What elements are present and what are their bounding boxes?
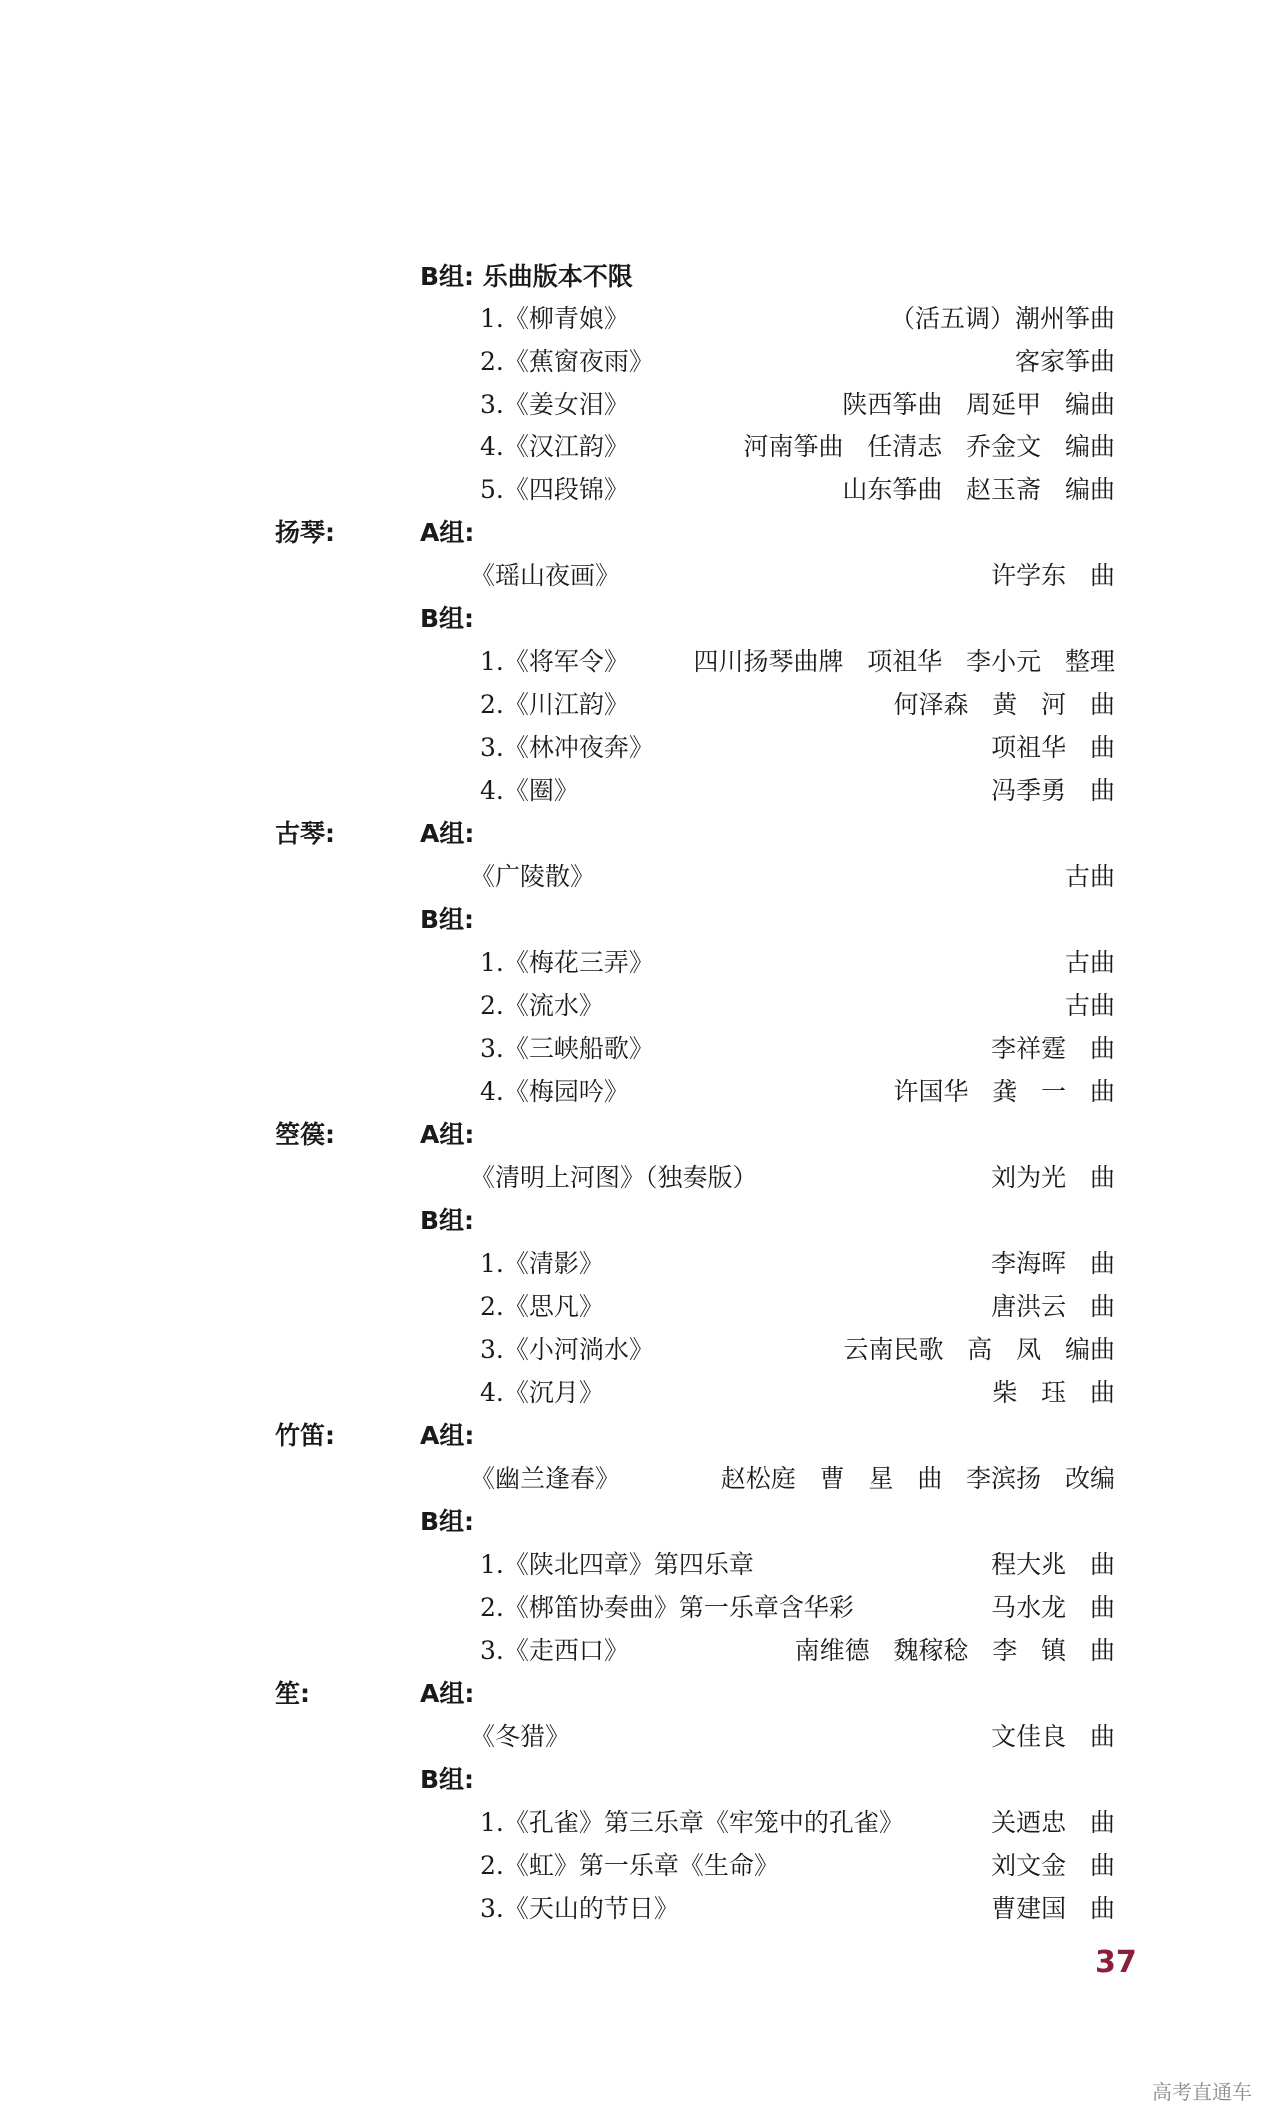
piece-credit: 何泽森 黄 河 曲 [893, 690, 1115, 719]
piece-title: 《广陵散》 [470, 862, 596, 891]
list-item [0, 1286, 1280, 1328]
piece-credit: 云南民歌 高 凤 编曲 [843, 1335, 1115, 1364]
piece-title: 3.《林冲夜奔》 [480, 733, 654, 762]
list-item [0, 856, 1280, 898]
group-label: A组: [420, 1120, 475, 1149]
piece-credit: 古曲 [1064, 948, 1115, 977]
piece-credit: 河南筝曲 任清志 乔金文 编曲 [743, 432, 1115, 461]
piece-credit: 冯季勇 曲 [991, 776, 1115, 805]
list-item [0, 1630, 1280, 1672]
list-item [0, 555, 1280, 597]
piece-credit: （活五调）潮州筝曲 [889, 304, 1115, 333]
list-item [0, 298, 1280, 340]
piece-title: 《冬猎》 [470, 1722, 571, 1751]
list-item [0, 1329, 1280, 1371]
piece-title: 1.《陕北四章》第四乐章 [480, 1550, 754, 1579]
piece-title: 2.《川江韵》 [480, 690, 629, 719]
piece-credit: 赵松庭 曹 星 曲 李滨扬 改编 [720, 1464, 1115, 1493]
piece-credit: 李海晖 曲 [991, 1249, 1115, 1278]
piece-title: 《幽兰逢春》 [470, 1464, 621, 1493]
piece-title: 2.《虹》第一乐章《生命》 [480, 1851, 779, 1880]
instrument-row-yangqin [0, 512, 1280, 554]
group-label: B组: 乐曲版本不限 [420, 262, 633, 291]
piece-credit: 南维德 魏稼稔 李 镇 曲 [794, 1636, 1115, 1665]
group-label: B组: [420, 1507, 475, 1536]
piece-title: 4.《梅园吟》 [480, 1077, 629, 1106]
watermark: 高考直通车 [1152, 2080, 1252, 2104]
list-item [0, 1802, 1280, 1844]
piece-title: 3.《三峡船歌》 [480, 1034, 654, 1063]
group-label: B组: [420, 1206, 475, 1235]
piece-credit: 陕西筝曲 周延甲 编曲 [842, 390, 1115, 419]
piece-title: 4.《沉月》 [480, 1378, 604, 1407]
list-item [0, 1028, 1280, 1070]
group-label: B组: [420, 1765, 475, 1794]
group-label: A组: [420, 1421, 475, 1450]
piece-title: 2.《梆笛协奏曲》第一乐章含华彩 [480, 1593, 854, 1622]
piece-title: 3.《天山的节日》 [480, 1894, 679, 1923]
instrument-row-sheng [0, 1673, 1280, 1715]
piece-title: 3.《姜女泪》 [480, 390, 629, 419]
piece-title: 《瑶山夜画》 [470, 561, 621, 590]
piece-title: 4.《汉江韵》 [480, 432, 629, 461]
list-item [0, 985, 1280, 1027]
piece-credit: 关迺忠 曲 [991, 1808, 1115, 1837]
piece-title: 3.《走西口》 [480, 1636, 629, 1665]
instrument-label: 箜篌: [275, 1120, 335, 1149]
instrument-row-konghou [0, 1114, 1280, 1156]
list-item [0, 641, 1280, 683]
piece-title: 2.《思凡》 [480, 1292, 604, 1321]
piece-credit: 柴 珏 曲 [992, 1378, 1115, 1407]
list-item [0, 1458, 1280, 1500]
list-item [0, 770, 1280, 812]
piece-title: 1.《将军令》 [480, 647, 629, 676]
list-item [0, 684, 1280, 726]
piece-title: 4.《圈》 [480, 776, 579, 805]
group-label: B组: [420, 905, 475, 934]
list-item [0, 1587, 1280, 1629]
list-item [0, 469, 1280, 511]
group-label: A组: [420, 518, 475, 547]
instrument-label: 笙: [275, 1679, 310, 1708]
piece-credit: 古曲 [1064, 991, 1115, 1020]
list-item [0, 1544, 1280, 1586]
piece-credit: 刘文金 曲 [991, 1851, 1115, 1880]
piece-title: 《清明上河图》（独奏版） [470, 1163, 758, 1192]
piece-title: 5.《四段锦》 [480, 475, 629, 504]
instrument-row-guqin [0, 813, 1280, 855]
piece-credit: 文佳良 曲 [991, 1722, 1115, 1751]
list-item [0, 1716, 1280, 1758]
piece-title: 1.《梅花三弄》 [480, 948, 654, 977]
list-item [0, 384, 1280, 426]
page-number: 37 [1095, 1945, 1137, 1980]
instrument-label: 古琴: [275, 819, 335, 848]
piece-credit: 项祖华 曲 [991, 733, 1115, 762]
piece-title: 2.《流水》 [480, 991, 604, 1020]
group-header-row [0, 598, 1280, 640]
piece-credit: 唐洪云 曲 [991, 1292, 1115, 1321]
piece-credit: 许国华 龚 一 曲 [893, 1077, 1115, 1106]
list-item [0, 1372, 1280, 1414]
piece-title: 1.《清影》 [480, 1249, 604, 1278]
list-item [0, 1071, 1280, 1113]
piece-title: 1.《孔雀》第三乐章《牢笼中的孔雀》 [480, 1808, 904, 1837]
piece-credit: 李祥霆 曲 [991, 1034, 1115, 1063]
piece-credit: 许学东 曲 [991, 561, 1115, 590]
group-header-row [0, 1759, 1280, 1801]
list-item [0, 1845, 1280, 1887]
group-header-row [0, 256, 1280, 298]
list-item [0, 341, 1280, 383]
piece-credit: 山东筝曲 赵玉斋 编曲 [842, 475, 1115, 504]
piece-credit: 四川扬琴曲牌 项祖华 李小元 整理 [693, 647, 1115, 676]
piece-credit: 客家筝曲 [1014, 347, 1115, 376]
group-header-row [0, 1200, 1280, 1242]
list-item [0, 942, 1280, 984]
list-item [0, 1888, 1280, 1930]
piece-credit: 马水龙 曲 [991, 1593, 1115, 1622]
piece-credit: 古曲 [1064, 862, 1115, 891]
instrument-row-zhudi [0, 1415, 1280, 1457]
piece-title: 2.《蕉窗夜雨》 [480, 347, 654, 376]
list-item [0, 1157, 1280, 1199]
instrument-label: 扬琴: [275, 518, 335, 547]
group-header-row [0, 899, 1280, 941]
piece-title: 3.《小河淌水》 [480, 1335, 654, 1364]
instrument-label: 竹笛: [275, 1421, 335, 1450]
piece-credit: 刘为光 曲 [991, 1163, 1115, 1192]
list-item [0, 727, 1280, 769]
piece-title: 1.《柳青娘》 [480, 304, 629, 333]
piece-credit: 曹建国 曲 [991, 1894, 1115, 1923]
list-item [0, 426, 1280, 468]
group-label: A组: [420, 1679, 475, 1708]
list-item [0, 1243, 1280, 1285]
group-label: A组: [420, 819, 475, 848]
group-label: B组: [420, 604, 475, 633]
group-header-row [0, 1501, 1280, 1543]
piece-credit: 程大兆 曲 [991, 1550, 1115, 1579]
